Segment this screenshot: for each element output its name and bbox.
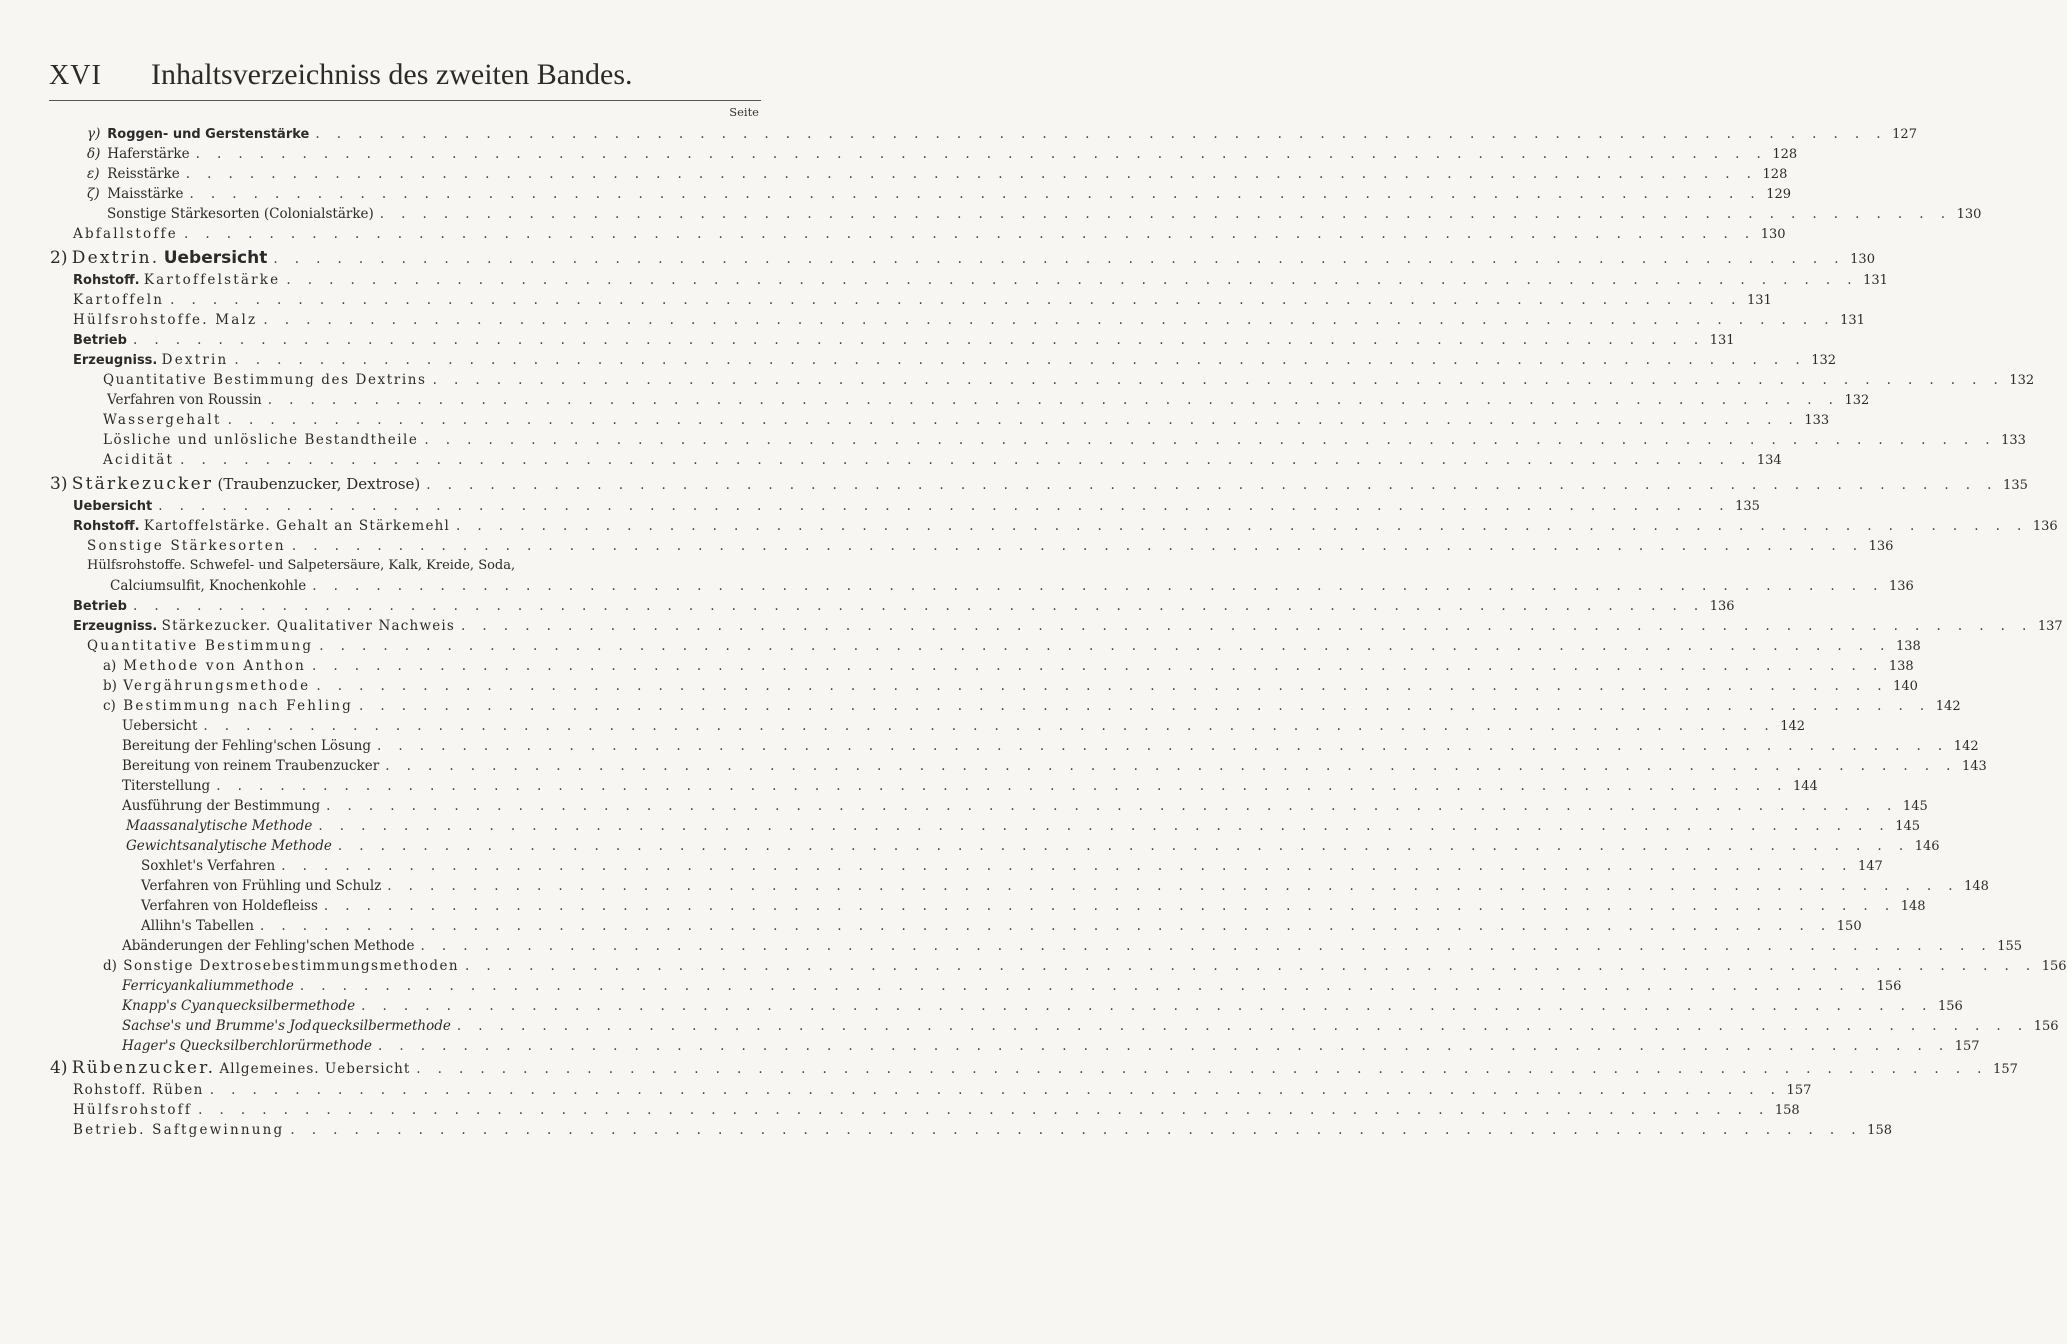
toc-page: 156 [2033,1019,2059,1034]
toc-page: 132 [1811,353,1837,368]
toc-entry-label: Roggen- und Gerstenstärke [107,127,310,142]
toc-entry-label: Ferricyankaliummethode [122,978,294,994]
leader-dots: . . . . . . . . . . . . . . . . . . . . . . . . . . . . . . . . . . . . . . . . . . . . . . . . . . . . . . . . . . . . . . . . . . . . . . . . . . [377,738,1949,754]
toc-page: 156 [1937,999,1963,1014]
toc-entry-label: Sachse's und Brumme's Jodquecksilbermethode [122,1018,451,1034]
toc-row [0,248,1875,268]
leader-dots: . . . . . . . . . . . . . . . . . . . . . . . . . . . . . . . . . . . . . . . . . . . . . . . . . . . . . . . . . . . . . . . . . . . . . . . . . . [315,126,1887,142]
leader-dots: . . . . . . . . . . . . . . . . . . . . . . . . . . . . . . . . . . . . . . . . . . . . . . . . . . . . . . . . . . . . . . . . . . . . . . . . . . [267,392,1840,408]
toc-row [0,350,1837,370]
section-number: 4) [50,1058,68,1078]
toc-page: 133 [2001,433,2026,448]
leader-dots: . . . . . . . . . . . . . . . . . . . . . . . . . . . . . . . . . . . . . . . . . . . . . . . . . . . . . . . . . . . . . . . . . . . . . . . . . . [132,332,1705,348]
toc-page: 130 [1760,227,1786,242]
toc-row [0,144,1798,164]
leader-dots: . . . . . . . . . . . . . . . . . . . . . . . . . . . . . . . . . . . . . . . . . . . . . . . . . . . . . . . . . . . . . . . . . . . . . . . . . . [198,1102,1770,1118]
toc-entry-label: Bereitung von reinem Traubenzucker [122,758,380,774]
leader-dots: . . . . . . . . . . . . . . . . . . . . . . . . . . . . . . . . . . . . . . . . . . . . . . . . . . . . . . . . . . . . . . . . . . . . . . . . . . [263,312,1835,328]
toc-entry-label: Hager's Quecksilberchlorürmethode [122,1038,372,1054]
section-title: Rübenzucker. [71,1058,216,1078]
toc-row [0,716,1806,736]
leader-dots: . . . . . . . . . . . . . . . . . . . . . . . . . . . . . . . . . . . . . . . . . . . . . . . . . . . . . . . . . . . . . . . . . . . . . . . . . . [432,372,2005,388]
page-number: XVI [49,60,102,91]
toc-entry-label: Acidität [103,452,175,468]
leader-dots: . . . . . . . . . . . . . . . . . . . . . . . . . . . . . . . . . . . . . . . . . . . . . . . . . . . . . . . . . . . . . . . . . . . . . . . . . . [259,918,1832,934]
toc-row [0,430,2026,450]
toc-row [0,204,1982,224]
toc-row [0,474,2028,494]
toc-entry-label: Verfahren von Roussin [107,392,262,408]
toc-heading: Rohstoff. [73,273,140,288]
toc-entry-label: Bestimmung nach Fehling [123,698,353,714]
leader-dots: . . . . . . . . . . . . . . . . . . . . . . . . . . . . . . . . . . . . . . . . . . . . . . . . . . . . . . . . . . . . . . . . . . . . . . . . . . [290,1122,1862,1138]
toc-entry-label: Gewichtsanalytische Methode [126,838,332,854]
section-title: Dextrin. [71,248,160,268]
toc-row [0,776,1818,796]
leader-dots: . . . . . . . . . . . . . . . . . . . . . . . . . . . . . . . . . . . . . . . . . . . . . . . . . . . . . . . . . . . . . . . . . . . . . . . . . . [195,146,1768,162]
toc-marker: b) [103,678,117,694]
toc-marker: d) [103,958,117,974]
toc-page: 132 [2009,373,2035,388]
toc-row [0,916,1862,936]
leader-dots: . . . . . . . . . . . . . . . . . . . . . . . . . . . . . . . . . . . . . . . . . . . . . . . . . . . . . . . . . . . . . . . . . . . . . . . . . . [312,578,1884,594]
toc-entry-label: Dextrin [161,352,229,368]
toc-page: 158 [1774,1103,1800,1118]
toc-page: 132 [1844,393,1870,408]
toc-entry-label: Hülfsrohstoffe. Schwefel- und Salpetersäure, Kalk, Kreide, Soda, [87,558,516,573]
toc-page: 156 [1876,979,1902,994]
toc-marker: a) [103,658,117,674]
toc-row [0,516,2058,536]
toc-entry-label: Hülfsrohstoffe. Malz [73,312,258,328]
leader-dots: . . . . . . . . . . . . . . . . . . . . . . . . . . . . . . . . . . . . . . . . . . . . . . . . . . . . . . . . . . . . . . . . . . . . . . . . . . [183,226,1756,242]
toc-entry-label: Abfallstoffe [73,226,178,242]
toc-row [0,124,1917,144]
section-number: 2) [50,248,68,268]
toc-entry-label: Betrieb. Saftgewinnung [73,1122,285,1138]
toc-entry-label: Quantitative Bestimmung des Dextrins [103,372,427,388]
leader-dots: . . . . . . . . . . . . . . . . . . . . . . . . . . . . . . . . . . . . . . . . . . . . . . . . . . . . . . . . . . . . . . . . . . . . . . . . . . [209,1082,1782,1098]
leader-dots: . . . . . . . . . . . . . . . . . . . . . . . . . . . . . . . . . . . . . . . . . . . . . . . . . . . . . . . . . . . . . . . . . . . . . . . . . . [185,166,1758,182]
toc-page: 130 [1850,252,1875,267]
toc-row [0,596,1735,616]
leader-dots: . . . . . . . . . . . . . . . . . . . . . . . . . . . . . . . . . . . . . . . . . . . . . . . . . . . . . . . . . . . . . . . . . . . . . . . . . . [299,978,1872,994]
toc-page: 134 [1756,453,1782,468]
toc-page: 130 [1956,207,1982,222]
leader-dots: . . . . . . . . . . . . . . . . . . . . . . . . . . . . . . . . . . . . . . . . . . . . . . . . . . . . . . . . . . . . . . . . . . . . . . . . . . [170,292,1742,308]
leader-dots: . . . . . . . . . . . . . . . . . . . . . . . . . . . . . . . . . . . . . . . . . . . . . . . . . . . . . . . . . . . . . . . . . . . . . . . . . . [420,938,1993,954]
toc-entry-label: Haferstärke [107,146,190,162]
toc-heading: Rohstoff. [73,519,140,534]
toc-row [0,896,1926,916]
leader-dots: . . . . . . . . . . . . . . . . . . . . . . . . . . . . . . . . . . . . . . . . . . . . . . . . . . . . . . . . . . . . . . . . . . . . . . . . . . [132,598,1705,614]
toc-page: 135 [2003,478,2028,493]
toc-entry-label: Kartoffelstärke. Gehalt an Stärkemehl [143,518,451,534]
toc-page: 147 [1857,859,1883,874]
toc-page: 143 [1962,759,1987,774]
leader-dots: . . . . . . . . . . . . . . . . . . . . . . . . . . . . . . . . . . . . . . . . . . . . . . . . . . . . . . . . . . . . . . . . . . . . . . . . . . [323,898,1896,914]
toc-row [0,450,1782,470]
toc-row [0,1080,1812,1100]
leader-dots: . . . . . . . . . . . . . . . . . . . . . . . . . . . . . . . . . . . . . . . . . . . . . . . . . . . . . . . . . . . . . . . . . . . . . . . . . . [180,452,1752,468]
toc-page: 136 [1888,579,1914,594]
section-number: 3) [50,474,68,494]
toc-page: 129 [1766,187,1792,202]
toc-row [0,576,1914,596]
toc-page: 133 [1804,413,1830,428]
toc-row [0,330,1735,350]
toc-marker: c) [103,698,116,714]
toc-page: 148 [1900,899,1926,914]
page-header [49,58,761,101]
toc-entry-label: Kartoffeln [73,292,165,308]
toc-page: 142 [1935,699,1961,714]
page-title: Inhaltsverzeichniss des zweiten Bandes. [151,58,633,91]
toc-row [0,816,1921,836]
leader-dots: . . . . . . . . . . . . . . . . . . . . . . . . . . . . . . . . . . . . . . . . . . . . . . . . . . . . . . . . . . . . . . . . . . . . . . . . . . [291,538,1864,554]
toc-entry-label: Verfahren von Frühling und Schulz [141,878,382,894]
leader-dots: . . . . . . . . . . . . . . . . . . . . . . . . . . . . . . . . . . . . . . . . . . . . . . . . . . . . . . . . . . . . . . . . . . . . . . . . . . [337,838,1910,854]
toc-entry-label: Sonstige Stärkesorten (Colonialstärke) [107,206,374,222]
toc-page: 150 [1836,919,1862,934]
leader-dots: . . . . . . . . . . . . . . . . . . . . . . . . . . . . . . . . . . . . . . . . . . . . . . . . . . . . . . . . . . . . . . . . . . . . . . . . . . [227,412,1800,428]
toc-page: 127 [1892,127,1917,142]
toc-row [0,390,1870,410]
toc-page: 157 [1993,1062,2018,1077]
toc-row [0,796,1928,816]
toc-row [0,310,1865,330]
toc-page: 144 [1793,779,1818,794]
toc-row [0,756,1987,776]
toc-row [0,164,1788,184]
leader-dots: . . . . . . . . . . . . . . . . . . . . . . . . . . . . . . . . . . . . . . . . . . . . . . . . . . . . . . . . . . . . . . . . . . . . . . . . . . [377,1038,1950,1054]
leader-dots: . . . . . . . . . . . . . . . . . . . . . . . . . . . . . . . . . . . . . . . . . . . . . . . . . . . . . . . . . . . . . . . . . . . . . . . . . . [387,878,1959,894]
toc-page: 135 [1735,499,1760,514]
toc-entry-label: Vergährungsmethode [123,678,311,694]
leader-dots: . . . . . . . . . . . . . . . . . . . . . . . . . . . . . . . . . . . . . . . . . . . . . . . . . . . . . . . . . . . . . . . . . . . . . . . . . . [234,352,1807,368]
page-column-label: Seite [729,105,759,119]
leader-dots: . . . . . . . . . . . . . . . . . . . . . . . . . . . . . . . . . . . . . . . . . . . . . . . . . . . . . . . . . . . . . . . . . . . . . . . . . . [379,206,1952,222]
toc-row [0,636,1921,656]
toc-row [0,184,1792,204]
leader-dots: . . . . . . . . . . . . . . . . . . . . . . . . . . . . . . . . . . . . . . . . . . . . . . . . . . . . . . . . . . . . . . . . . . . . . . . . . . [456,518,2028,534]
toc-entry-label: Maisstärke [107,186,184,202]
toc-entry-label: Stärkezucker. Qualitativer Nachweis [161,618,456,634]
toc-entry-label: Quantitative Bestimmung [87,638,314,654]
toc-row [0,996,1963,1016]
leader-dots: . . . . . . . . . . . . . . . . . . . . . . . . . . . . . . . . . . . . . . . . . . . . . . . . . . . . . . . . . . . . . . . . . . . . . . . . . . [464,958,2037,974]
toc-row [0,1100,1800,1120]
leader-dots: . . . . . . . . . . . . . . . . . . . . . . . . . . . . . . . . . . . . . . . . . . . . . . . . . . . . . . . . . . . . . . . . . . . . . . . . . . [216,778,1788,794]
toc-row [0,270,1888,290]
section-title: Stärkezucker [71,474,214,494]
leader-dots: . . . . . . . . . . . . . . . . . . . . . . . . . . . . . . . . . . . . . . . . . . . . . . . . . . . . . . . . . . . . . . . . . . . . . . . . . . [189,186,1762,202]
leader-dots: . . . . . . . . . . . . . . . . . . . . . . . . . . . . . . . . . . . . . . . . . . . . . . . . . . . . . . . . . . . . . . . . . . . . . . . . . . [326,798,1898,814]
toc-page: 142 [1780,719,1806,734]
toc-entry-label: Rohstoff. Rüben [73,1082,204,1098]
toc-page: 138 [1895,639,1921,654]
toc-row [0,1036,1980,1056]
toc-row [0,656,1914,676]
toc-entry-label: Allihn's Tabellen [141,918,254,934]
leader-dots: . . . . . . . . . . . . . . . . . . . . . . . . . . . . . . . . . . . . . . . . . . . . . . . . . . . . . . . . . . . . . . . . . . . . . . . . . . [416,1061,1988,1077]
leader-dots: . . . . . . . . . . . . . . . . . . . . . . . . . . . . . . . . . . . . . . . . . . . . . . . . . . . . . . . . . . . . . . . . . . . . . . . . . . [158,498,1730,514]
toc-row [0,224,1786,244]
toc-entry-label: Methode von Anthon [123,658,307,674]
toc-page: 131 [1863,273,1888,288]
toc-page: 140 [1893,679,1918,694]
leader-dots: . . . . . . . . . . . . . . . . . . . . . . . . . . . . . . . . . . . . . . . . . . . . . . . . . . . . . . . . . . . . . . . . . . . . . . . . . . [456,1018,2029,1034]
toc-marker: δ) [87,146,101,162]
toc-page: 131 [1709,333,1735,348]
leader-dots: . . . . . . . . . . . . . . . . . . . . . . . . . . . . . . . . . . . . . . . . . . . . . . . . . . . . . . . . . . . . . . . . . . . . . . . . . . [424,432,1996,448]
toc-entry-label: Reisstärke [107,166,180,182]
toc-entry-label: Knapp's Cyanquecksilbermethode [122,998,356,1014]
toc-entry-label: Uebersicht [122,718,198,734]
toc-entry-label: Verfahren von Holdefleiss [141,898,318,914]
leader-dots: . . . . . . . . . . . . . . . . . . . . . . . . . . . . . . . . . . . . . . . . . . . . . . . . . . . . . . . . . . . . . . . . . . . . . . . . . . [358,698,1931,714]
toc-page: 146 [1914,839,1940,854]
leader-dots: . . . . . . . . . . . . . . . . . . . . . . . . . . . . . . . . . . . . . . . . . . . . . . . . . . . . . . . . . . . . . . . . . . . . . . . . . . [318,818,1891,834]
leader-dots: . . . . . . . . . . . . . . . . . . . . . . . . . . . . . . . . . . . . . . . . . . . . . . . . . . . . . . . . . . . . . . . . . . . . . . . . . . [361,998,1933,1014]
toc-row [0,736,1979,756]
toc-page: 136 [1709,599,1735,614]
toc-row [0,1016,2059,1036]
toc-entry-label: Uebersicht [163,248,268,268]
toc-row [0,370,2035,390]
toc-entry-label: Ausführung der Bestimmung [122,798,321,814]
toc-entry-label: Maassanalytische Methode [126,818,313,834]
toc-row [0,876,1989,896]
toc-entry-label: Sonstige Dextrosebestimmungsmethoden [123,958,459,974]
toc-page: 136 [2032,519,2058,534]
toc-row [0,936,2023,956]
toc-page: 128 [1762,167,1788,182]
toc-page: 145 [1895,819,1921,834]
toc-marker: γ) [87,126,101,142]
toc-page: 128 [1772,147,1798,162]
toc-page: 142 [1953,739,1979,754]
toc-row [0,290,1772,310]
toc-page: 148 [1964,879,1989,894]
toc-row [0,836,1940,856]
toc-entry-label: Wassergehalt [103,412,222,428]
toc-row [0,496,1760,516]
toc-row [0,616,2063,636]
leader-dots: . . . . . . . . . . . . . . . . . . . . . . . . . . . . . . . . . . . . . . . . . . . . . . . . . . . . . . . . . . . . . . . . . . . . . . . . . . [281,858,1853,874]
toc-heading: Betrieb [73,599,127,614]
toc-entry-label: Kartoffelstärke [143,272,281,288]
toc-entry-label: Lösliche und unlösliche Bestandtheile [103,432,419,448]
toc-page: 136 [1868,539,1894,554]
toc-row [0,536,1894,556]
toc-row [0,696,1961,716]
toc-page: 156 [2041,959,2067,974]
toc-page: 131 [1746,293,1772,308]
toc-row [0,1120,1892,1140]
toc-heading: Erzeugniss. [73,353,158,368]
toc-heading: Betrieb [73,333,127,348]
leader-dots: . . . . . . . . . . . . . . . . . . . . . . . . . . . . . . . . . . . . . . . . . . . . . . . . . . . . . . . . . . . . . . . . . . . . . . . . . . [426,477,1998,493]
toc-page: 137 [2037,619,2063,634]
leader-dots: . . . . . . . . . . . . . . . . . . . . . . . . . . . . . . . . . . . . . . . . . . . . . . . . . . . . . . . . . . . . . . . . . . . . . . . . . . [273,251,1845,267]
toc-row [0,1058,2018,1078]
toc-page: 157 [1954,1039,1980,1054]
toc-marker: ε) [87,166,100,182]
toc-row [0,956,2067,976]
toc-row [0,856,1883,876]
toc-row [0,410,1830,430]
toc-row [0,976,1902,996]
toc-page: 131 [1840,313,1865,328]
toc-entry-label: Allgemeines. Uebersicht [219,1061,411,1077]
leader-dots: . . . . . . . . . . . . . . . . . . . . . . . . . . . . . . . . . . . . . . . . . . . . . . . . . . . . . . . . . . . . . . . . . . . . . . . . . . [461,618,2033,634]
toc-page: 158 [1867,1123,1892,1138]
toc-heading: Uebersicht [73,499,153,514]
leader-dots: . . . . . . . . . . . . . . . . . . . . . . . . . . . . . . . . . . . . . . . . . . . . . . . . . . . . . . . . . . . . . . . . . . . . . . . . . . [385,758,1957,774]
toc-entry-label: Sonstige Stärkesorten [87,538,286,554]
leader-dots: . . . . . . . . . . . . . . . . . . . . . . . . . . . . . . . . . . . . . . . . . . . . . . . . . . . . . . . . . . . . . . . . . . . . . . . . . . [286,272,1858,288]
toc-row [0,676,1918,696]
leader-dots: . . . . . . . . . . . . . . . . . . . . . . . . . . . . . . . . . . . . . . . . . . . . . . . . . . . . . . . . . . . . . . . . . . . . . . . . . . [312,658,1884,674]
toc-entry-label: Titerstellung [122,778,211,794]
toc-entry-label: Abänderungen der Fehling'schen Methode [122,938,415,954]
toc-heading: Erzeugniss. [73,619,158,634]
toc-row [0,556,801,576]
toc-entry-label: Bereitung der Fehling'schen Lösung [122,738,371,754]
toc-page: 157 [1786,1083,1812,1098]
toc-entry-label: Hülfsrohstoff [73,1102,193,1118]
toc-page: 145 [1902,799,1928,814]
toc-marker: ζ) [87,186,100,202]
toc-entry-label: (Traubenzucker, Dextrose) [217,475,421,493]
toc-page: 155 [1997,939,2023,954]
leader-dots: . . . . . . . . . . . . . . . . . . . . . . . . . . . . . . . . . . . . . . . . . . . . . . . . . . . . . . . . . . . . . . . . . . . . . . . . . . [319,638,1891,654]
leader-dots: . . . . . . . . . . . . . . . . . . . . . . . . . . . . . . . . . . . . . . . . . . . . . . . . . . . . . . . . . . . . . . . . . . . . . . . . . . [316,678,1888,694]
leader-dots: . . . . . . . . . . . . . . . . . . . . . . . . . . . . . . . . . . . . . . . . . . . . . . . . . . . . . . . . . . . . . . . . . . . . . . . . . . [203,718,1776,734]
toc-page: 138 [1888,659,1914,674]
toc-entry-label: Soxhlet's Verfahren [141,858,276,874]
toc-entry-label: Calciumsulfit, Knochenkohle [110,578,307,594]
